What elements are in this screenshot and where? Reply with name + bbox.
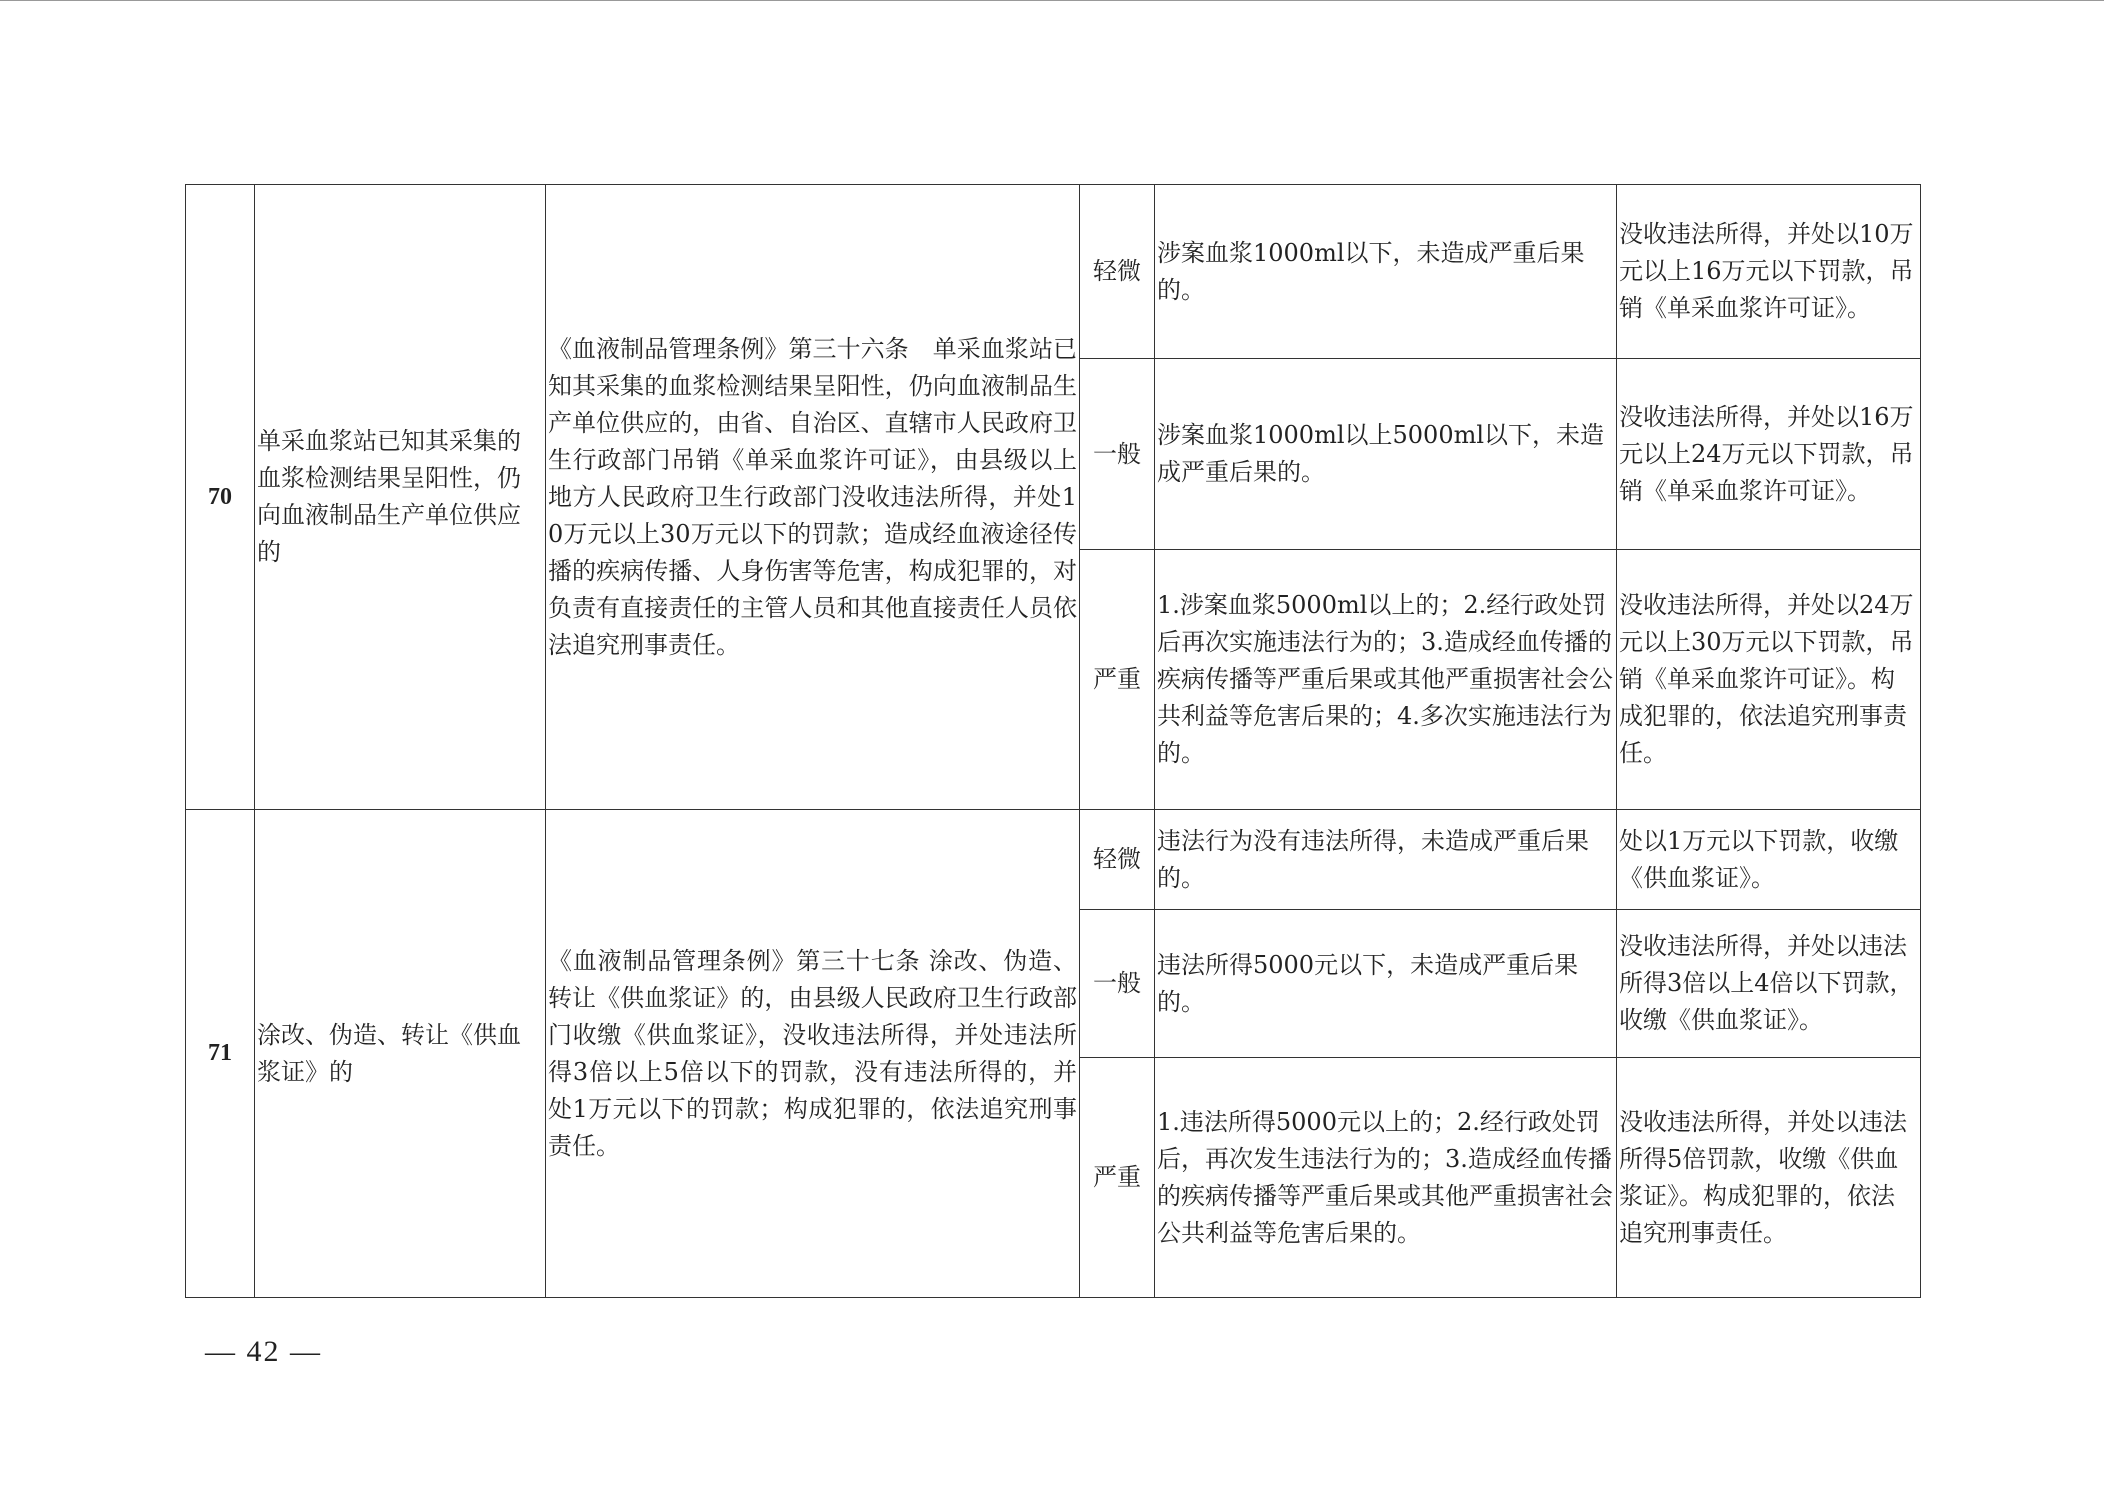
penalty-standard: 处以1万元以下罚款，收缴《供血浆证》。	[1617, 810, 1921, 910]
table-row	[186, 810, 1921, 910]
penalty-standard: 没收违法所得，并处以10万元以上16万元以下罚款，吊销《单采血浆许可证》。	[1617, 185, 1921, 359]
penalty-standard: 没收违法所得，并处以16万元以上24万元以下罚款，吊销《单采血浆许可证》。	[1617, 359, 1921, 550]
circumstance-description: 违法所得5000元以下，未造成严重后果的。	[1155, 910, 1617, 1058]
severity-level: 轻微	[1080, 810, 1155, 910]
circumstance-description: 违法行为没有违法所得，未造成严重后果的。	[1155, 810, 1617, 910]
severity-level: 严重	[1080, 1058, 1155, 1298]
circumstance-description: 1.违法所得5000元以上的；2.经行政处罚后，再次发生违法行为的；3.造成经血传播的疾病传播等严重后果或其他严重损害社会公共利益等危害后果的。	[1155, 1058, 1617, 1298]
item-number: 70	[186, 185, 255, 810]
violation-behavior: 涂改、伪造、转让《供血浆证》的	[255, 810, 546, 1298]
violation-behavior: 单采血浆站已知其采集的血浆检测结果呈阳性，仍向血液制品生产单位供应的	[255, 185, 546, 810]
severity-level: 一般	[1080, 910, 1155, 1058]
circumstance-description: 1.涉案血浆5000ml以上的；2.经行政处罚后再次实施违法行为的；3.造成经血传播的疾病传播等严重后果或其他严重损害社会公共利益等危害后果的；4.多次实施违法行为的。	[1155, 550, 1617, 810]
severity-level: 一般	[1080, 359, 1155, 550]
table-row	[186, 185, 1921, 359]
penalty-standard: 没收违法所得，并处以24万元以上30万元以下罚款，吊销《单采血浆许可证》。构成犯罪的，依法追究刑事责任。	[1617, 550, 1921, 810]
item-number: 71	[186, 810, 255, 1298]
circumstance-description: 涉案血浆1000ml以下，未造成严重后果的。	[1155, 185, 1617, 359]
severity-level: 严重	[1080, 550, 1155, 810]
penalty-standard-table	[185, 184, 1921, 1298]
penalty-standard: 没收违法所得，并处以违法所得5倍罚款，收缴《供血浆证》。构成犯罪的，依法追究刑事责任。	[1617, 1058, 1921, 1298]
page-number: — 42 —	[205, 1335, 322, 1368]
penalty-standard: 没收违法所得，并处以违法所得3倍以上4倍以下罚款，收缴《供血浆证》。	[1617, 910, 1921, 1058]
severity-level: 轻微	[1080, 185, 1155, 359]
page-top-border	[0, 0, 2104, 1]
legal-basis: 《血液制品管理条例》第三十七条 涂改、伪造、转让《供血浆证》的，由县级人民政府卫生行政部门收缴《供血浆证》，没收违法所得，并处违法所得3倍以上5倍以下的罚款，没有违法所得的，并处1万元以下的罚款；构成犯罪的，依法追究刑事责任。	[546, 810, 1080, 1298]
legal-basis: 《血液制品管理条例》第三十六条 单采血浆站已知其采集的血浆检测结果呈阳性，仍向血液制品生产单位供应的，由省、自治区、直辖市人民政府卫生行政部门吊销《单采血浆许可证》，由县级以上地方人民政府卫生行政部门没收违法所得，并处10万元以上30万元以下的罚款；造成经血液途径传播的疾病传播、人身伤害等危害，构成犯罪的，对负责有直接责任的主管人员和其他直接责任人员依法追究刑事责任。	[546, 185, 1080, 810]
circumstance-description: 涉案血浆1000ml以上5000ml以下，未造成严重后果的。	[1155, 359, 1617, 550]
